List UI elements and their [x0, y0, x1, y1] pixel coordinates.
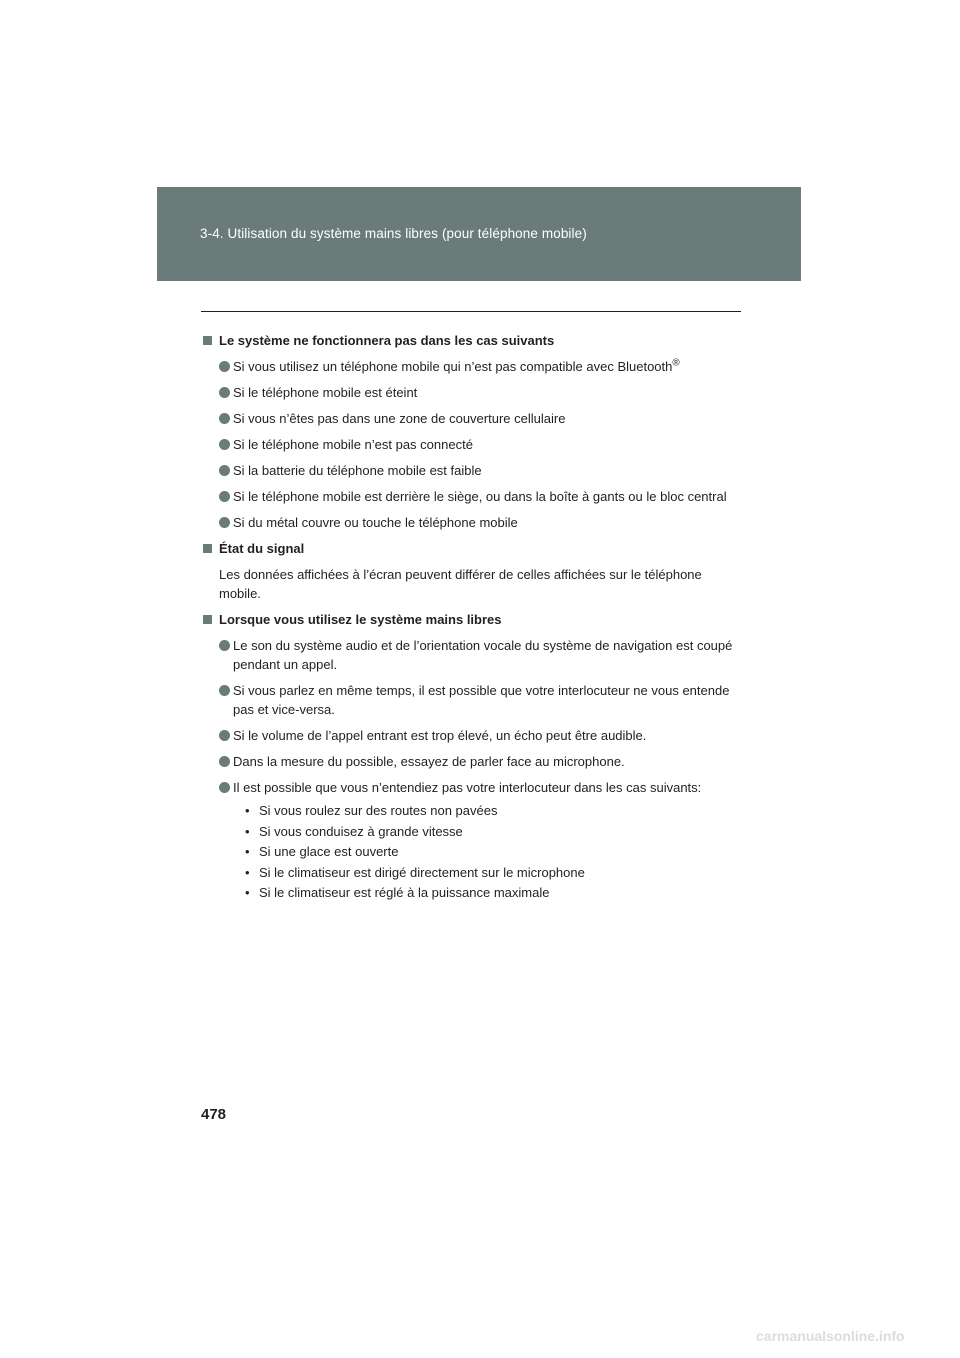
list-item — [201, 726, 741, 745]
list-item-text: Le son du système audio et de l’orientation vocale du système de navigation est coupé pendant un appel. — [233, 638, 733, 672]
circle-bullet-icon — [219, 730, 230, 741]
circle-bullet-icon — [219, 640, 230, 651]
list-item-text: Si la batterie du téléphone mobile est faible — [233, 463, 482, 478]
list-item — [201, 752, 741, 771]
circle-bullet-icon — [219, 685, 230, 696]
list-item — [201, 383, 741, 402]
square-bullet-icon — [203, 544, 212, 553]
list-item-text: Si le volume de l’appel entrant est trop élevé, un écho peut être audible. — [233, 728, 647, 743]
circle-bullet-icon — [219, 782, 230, 793]
sub-list-item-text: Si une glace est ouverte — [259, 844, 399, 859]
square-bullet-icon — [203, 336, 212, 345]
section-divider — [201, 311, 741, 312]
circle-bullet-icon — [219, 517, 230, 528]
list-item — [201, 778, 741, 797]
section-paragraph: Les données affichées à l’écran peuvent différer de celles affichées sur le téléphone mobile. — [219, 567, 702, 601]
list-item-text: Si le téléphone mobile n’est pas connecté — [233, 437, 473, 452]
sub-bullet-marker: • — [245, 864, 250, 880]
list-item — [201, 487, 741, 506]
watermark: carmanualsonline.info — [756, 1328, 905, 1344]
page-number: 478 — [201, 1106, 227, 1123]
section-heading — [201, 331, 741, 350]
list-item-text: Il est possible que vous n’entendiez pas votre interlocuteur dans les cas suivants: — [233, 780, 702, 795]
list-item-text: Si vous parlez en même temps, il est possible que votre interlocuteur ne vous entende pas et vice-versa. — [233, 683, 730, 717]
section-heading — [201, 610, 741, 629]
list-item-text: Dans la mesure du possible, essayez de parler face au microphone. — [233, 754, 625, 769]
section-heading-text: Le système ne fonctionnera pas dans les cas suivants — [219, 333, 555, 348]
chapter-header-band — [157, 187, 801, 281]
list-item-text: Si du métal couvre ou touche le téléphone mobile — [233, 515, 518, 530]
circle-bullet-icon — [219, 361, 230, 372]
list-item-text: Si vous utilisez un téléphone mobile qui n’est pas compatible avec Bluetooth — [233, 359, 673, 374]
list-item-text: Si le téléphone mobile est éteint — [233, 385, 418, 400]
sub-list-item-text: Si le climatiseur est dirigé directement sur le microphone — [259, 864, 585, 880]
sub-list-item — [245, 863, 741, 884]
sub-bullet-marker: • — [245, 803, 250, 818]
sub-list-item-text: Si vous conduisez à grande vitesse — [259, 823, 463, 839]
list-item — [201, 513, 741, 532]
list-item — [201, 636, 741, 674]
sub-bullet-marker: • — [245, 844, 250, 859]
circle-bullet-icon — [219, 413, 230, 424]
sub-list-item — [245, 842, 741, 863]
circle-bullet-icon — [219, 491, 230, 502]
list-item-text: Si vous n’êtes pas dans une zone de couverture cellulaire — [233, 411, 566, 426]
section-signal-state — [201, 539, 741, 603]
list-item — [201, 357, 741, 376]
sub-list-item — [245, 883, 741, 904]
sub-list-item — [245, 801, 741, 822]
circle-bullet-icon — [219, 465, 230, 476]
list-item — [201, 409, 741, 428]
list-item-text: Si le téléphone mobile est derrière le siège, ou dans la boîte à gants ou le bloc central — [233, 489, 727, 504]
sub-list-item — [245, 822, 741, 843]
sub-list-item-text: Si vous roulez sur des routes non pavées — [259, 803, 498, 818]
sub-list — [201, 801, 741, 904]
registered-mark: ® — [672, 357, 680, 369]
sub-list-item-text: Si le climatiseur est réglé à la puissance maximale — [259, 885, 550, 900]
page-content — [201, 331, 741, 911]
section-heading-text: État du signal — [219, 541, 305, 556]
list-item — [201, 435, 741, 454]
section-using-handsfree — [201, 610, 741, 904]
chapter-title: 3-4. Utilisation du système mains libres (pour téléphone mobile) — [200, 226, 587, 241]
square-bullet-icon — [203, 615, 212, 624]
list-item — [201, 461, 741, 480]
circle-bullet-icon — [219, 756, 230, 767]
sub-bullet-marker: • — [245, 823, 250, 839]
sub-bullet-marker: • — [245, 885, 250, 900]
section-heading — [201, 539, 741, 558]
circle-bullet-icon — [219, 387, 230, 398]
circle-bullet-icon — [219, 439, 230, 450]
section-heading-text: Lorsque vous utilisez le système mains libres — [219, 612, 502, 627]
list-item — [201, 681, 741, 719]
section-system-not-working — [201, 331, 741, 532]
